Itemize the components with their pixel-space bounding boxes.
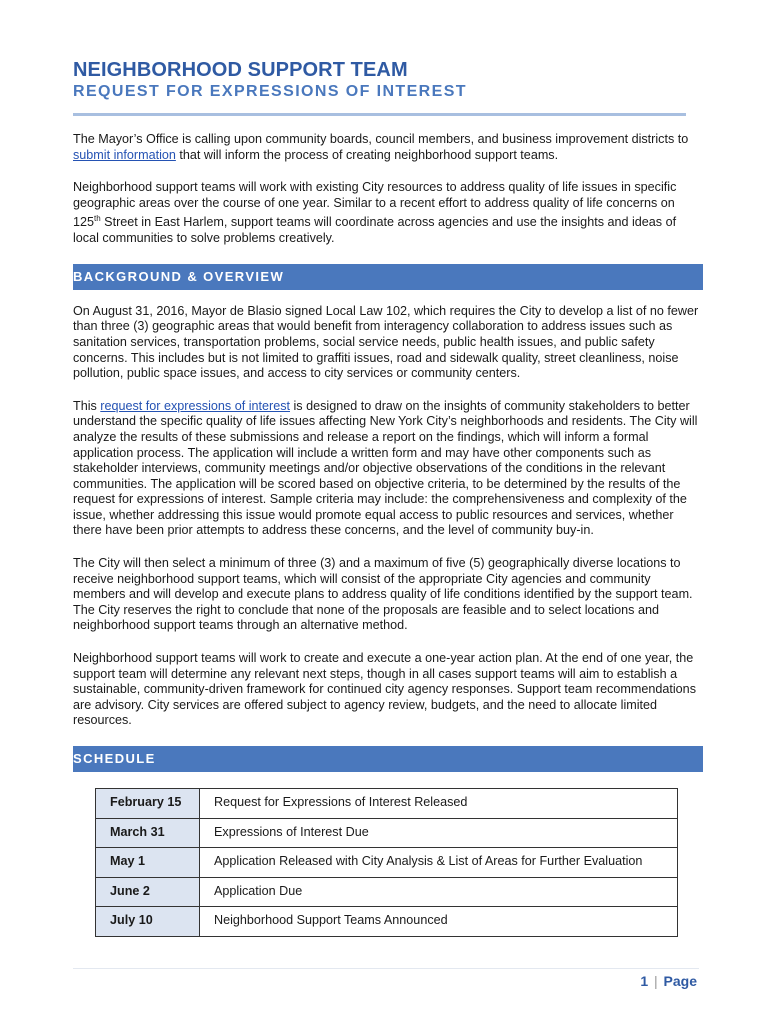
footer-divider <box>73 968 699 969</box>
background-p2-text-end: is designed to draw on the insights of community stakeholders to better understand the specific quality of life issues affecting New York City’s neighborhoods and residents. The City will analyze the results of these submissions and release a report on the findings, which will inform a formal application process. The application will include a written form and may have other components such as stakeholder interviews, community meetings and/or objective observations of the conditions in the relevant communities. The application will be scored based on objective criteria, to be determined by the results of the request for expressions of interest. Sample criteria may include: the comprehensiveness and complexity of the issue, whether addressing this issue would promote equal access to public resources and services, whether there have been prior attempts to address these concerns, and the level of community buy-in. <box>73 398 698 538</box>
document-subtitle: REQUEST FOR EXPRESSIONS OF INTEREST <box>73 83 467 100</box>
document-title: NEIGHBORHOOD SUPPORT TEAM <box>73 59 408 81</box>
table-row <box>96 877 678 907</box>
document-body <box>73 132 701 937</box>
schedule-event: Application Released with City Analysis & List of Areas for Further Evaluation <box>200 848 678 878</box>
intro-p2-text-end: Street in East Harlem, support teams will coordinate across agencies and use the insights and ideas of local communities to solve problems creatively. <box>73 215 677 246</box>
intro-p2-text: Neighborhood support teams will work with existing City resources to address quality of life issues in specific geographic areas over the course of one year. Similar to a recent effort to address quality of life concerns on 125 <box>73 180 677 230</box>
background-paragraph-2 <box>73 399 701 539</box>
table-row <box>96 818 678 848</box>
schedule-date: February 15 <box>96 789 200 819</box>
schedule-event: Request for Expressions of Interest Released <box>200 789 678 819</box>
background-section-header <box>73 264 703 290</box>
title-divider <box>73 113 686 116</box>
request-expressions-link[interactable]: request for expressions of interest <box>100 398 290 413</box>
background-paragraph-3: The City will then select a minimum of three (3) and a maximum of five (5) geographically diverse locations to receive neighborhood support teams, which will consist of the appropriate City agencies and community members and will develop and execute plans to address quality of life conditions identified by the support team. The City reserves the right to conclude that none of the proposals are feasible and to select locations and neighborhood support teams through an alternative method. <box>73 556 693 633</box>
schedule-date: July 10 <box>96 907 200 937</box>
background-p2-text: This <box>73 398 101 413</box>
schedule-event: Expressions of Interest Due <box>200 818 678 848</box>
background-paragraph-4: Neighborhood support teams will work to create and execute a one-year action plan. At the end of one year, the support team will determine any relevant next steps, though in all cases support teams will aim to establish a sustainable, community-driven framework for continued city agency responses. Support team recommendations are advisory. City services are offered subject to agency review, budgets, and the need to allocate limited resources. <box>73 651 696 728</box>
schedule-date: May 1 <box>96 848 200 878</box>
schedule-event: Neighborhood Support Teams Announced <box>200 907 678 937</box>
background-heading: BACKGROUND & OVERVIEW <box>73 268 285 284</box>
table-row <box>96 907 678 937</box>
table-row <box>96 848 678 878</box>
page-label: Page <box>663 973 697 989</box>
ordinal-superscript: th <box>94 214 101 224</box>
schedule-table <box>95 788 678 937</box>
intro-paragraph-2 <box>73 180 701 247</box>
schedule-event: Application Due <box>200 877 678 907</box>
submit-information-link[interactable]: submit information <box>73 147 176 162</box>
background-paragraph-1: On August 31, 2016, Mayor de Blasio signed Local Law 102, which requires the City to develop a list of no fewer than three (3) geographic areas that would benefit from interagency collaboration to address issues such as sanitation services, transportation problems, social service needs, public health issues, and public safety concerns. This includes but is not limited to graffiti issues, road and sidewalk quality, street cleanliness, noise pollution, public space issues, and access to city services or community centers. <box>73 303 699 381</box>
schedule-date: March 31 <box>96 818 200 848</box>
intro-p1-text: The Mayor’s Office is calling upon community boards, council members, and business improvement districts to <box>73 132 689 146</box>
page-separator: | <box>654 973 658 989</box>
intro-paragraph-1 <box>73 132 701 163</box>
page-footer <box>640 973 697 989</box>
schedule-heading: SCHEDULE <box>73 751 156 766</box>
schedule-section-header <box>73 746 703 772</box>
page-number: 1 <box>640 973 649 989</box>
table-row <box>96 789 678 819</box>
intro-p1-text-end: that will inform the process of creating neighborhood support teams. <box>175 147 559 162</box>
schedule-date: June 2 <box>96 877 200 907</box>
background-heading-wrap <box>73 264 284 290</box>
